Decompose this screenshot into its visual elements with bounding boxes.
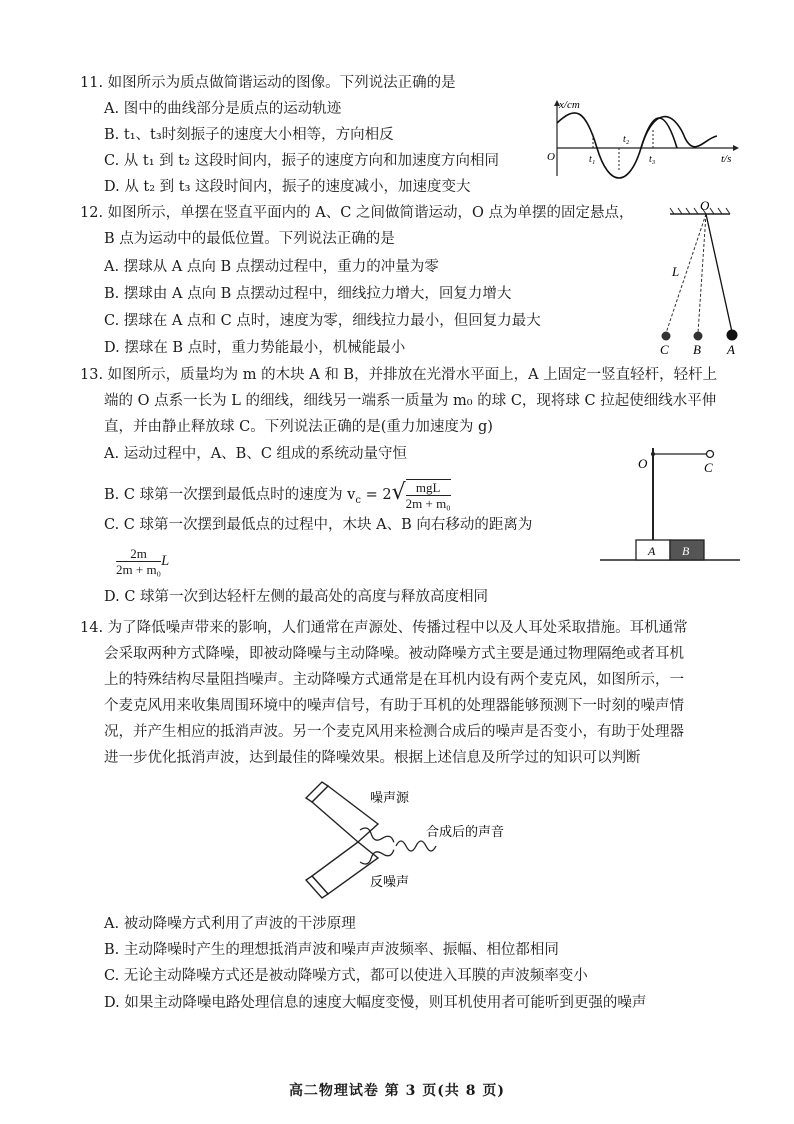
q11-origin: O <box>547 151 555 163</box>
q14-line5: 况，并产生相应的抵消声波。另一个麦克风用来检测合成后的噪声是否变小，有助于处理器 <box>104 724 684 740</box>
q11-xlabel: t/s <box>721 153 732 165</box>
q13-option-b-sub: c <box>355 494 361 506</box>
q11-option-b: B. t₁、t₃时刻振子的速度大小相等，方向相反 <box>104 127 394 143</box>
q13-option-c: C. C 球第一次摆到最低点的过程中，木块 A、B 向右移动的距离为 <box>104 517 533 533</box>
q13-option-c-fraction: $\frac{2m}{\text{2m + m₀}}$ <box>116 545 162 577</box>
q13-option-a: A. 运动过程中，A、B、C 组成的系统动量守恒 <box>104 446 408 462</box>
page-footer: 高二物理试卷 第 3 页(共 8 页) <box>288 1083 506 1099</box>
q13-label-a: A <box>648 544 656 558</box>
q14-label-anti-noise: 反噪声 <box>370 875 410 890</box>
q13-figure <box>600 440 745 565</box>
q12-option-a: A. 摆球从 A 点向 B 点摆动过程中，重力的冲量为零 <box>104 259 439 275</box>
q14-option-c: C. 无论主动降噪方式还是被动降噪方式，都可以使进入耳膜的声波频率变小 <box>104 968 588 984</box>
q13-stem-line1: 13. 如图所示，质量均为 m 的木块 A 和 B，并排放在光滑水平面上，A 上固定一竖直轻杆，轻杆上 <box>80 367 718 383</box>
q13-option-b-fraction: $\frac{\text{mgL}}{\text{2m + m₀}}$ <box>405 480 451 511</box>
q13-option-b <box>104 475 451 511</box>
q12-stem-line1: 12. 如图所示，单摆在竖直平面内的 A、C 之间做简谐运动，O 点为单摆的固定悬点， <box>80 205 634 221</box>
q12-stem-line2: B 点为运动中的最低位置。下列说法正确的是 <box>104 231 395 247</box>
q14-label-noise-source: 噪声源 <box>370 791 410 806</box>
q13-label-b: B <box>682 544 690 558</box>
q12-label-o: O <box>700 198 710 213</box>
q11-option-a: A. 图中的曲线部分是质点的运动轨迹 <box>104 101 342 117</box>
q14-option-d: D. 如果主动降噪电路处理信息的速度大幅度变慢，则耳机使用者可能听到更强的噪声 <box>104 995 647 1011</box>
q13-sqrt-sign: √ <box>391 480 406 505</box>
q13-label-c: C <box>704 460 713 475</box>
q14-line3: 上的特殊结构尽量阻挡噪声。主动降噪方式通常是在耳机内设有两个麦克风，如图所示，一 <box>104 672 684 688</box>
q13-stem-line3: 直，并由静止释放球 C。下列说法正确的是(重力加速度为 g) <box>104 419 493 435</box>
q12-label-l: L <box>672 264 680 279</box>
q12-option-c: C. 摆球在 A 点和 C 点时，速度为零，细线拉力最小，但回复力最大 <box>104 313 541 329</box>
q14-option-b: B. 主动降噪时产生的理想抵消声波和噪声声波频率、振幅、相位都相同 <box>104 942 559 958</box>
q11-option-c: C. 从 t₁ 到 t₂ 这段时间内，振子的速度方向和加速度方向相同 <box>104 153 500 169</box>
q14-line6: 进一步优化抵消声波，达到最佳的降噪效果。根据上述信息及所学过的知识可以判断 <box>104 750 641 766</box>
q13-option-d: D. C 球第一次到达轻杆左侧的最高处的高度与释放高度相同 <box>104 589 489 605</box>
q12-label-c: C <box>660 342 669 357</box>
q11-t3: t₃ <box>649 154 656 165</box>
q14-noise-cancel-figure <box>298 780 528 910</box>
q12-label-b: B <box>693 342 701 357</box>
q13-label-o: O <box>638 456 648 471</box>
q13-option-b-eq: = 2 <box>361 487 392 503</box>
q11-option-d: D. 从 t₂ 到 t₃ 这段时间内，振子的速度减小，加速度变大 <box>104 179 471 195</box>
q11-t1: t₁ <box>589 154 596 165</box>
q14-label-combined: 合成后的声音 <box>426 825 505 840</box>
q12-option-d: D. 摆球在 B 点时，重力势能最小，机械能最小 <box>104 340 406 356</box>
q14-line4: 个麦克风用来收集周围环境中的噪声信号，有助于耳机的处理器能够预测下一时刻的噪声情 <box>104 698 684 714</box>
q14-line1: 14. 为了降低噪声带来的影响，人们通常在声源处、传播过程中以及人耳处采取措施。耳机通常 <box>80 620 688 636</box>
q13-option-c-expr: $\frac{2m}{\text{2m + m₀}}$ L <box>116 545 170 577</box>
q13-option-b-text: B. C 球第一次摆到最低点时的速度为 v <box>104 487 356 503</box>
q14-line2: 会采取两种方式降噪，即被动降噪与主动降噪。被动降噪方式主要是通过物理隔绝或者耳机 <box>104 646 684 662</box>
q11-stem: 11. 如图所示为质点做简谐运动的图像。下列说法正确的是 <box>80 75 456 91</box>
q12-option-b: B. 摆球由 A 点向 B 点摆动过程中，细线拉力增大，回复力增大 <box>104 286 512 302</box>
q11-ylabel: x/cm <box>559 99 580 111</box>
q14-option-a: A. 被动降噪方式利用了声波的干涉原理 <box>104 916 356 932</box>
q11-t2: t₂ <box>623 134 630 145</box>
q12-label-a: A <box>727 342 735 357</box>
q12-pendulum-figure <box>640 198 750 358</box>
q11-figure <box>545 98 745 178</box>
q13-stem-line2: 端的 O 点系一长为 L 的细线，细线另一端系一质量为 m₀ 的球 C，现将球 C 拉起使细线水平伸 <box>104 393 717 409</box>
